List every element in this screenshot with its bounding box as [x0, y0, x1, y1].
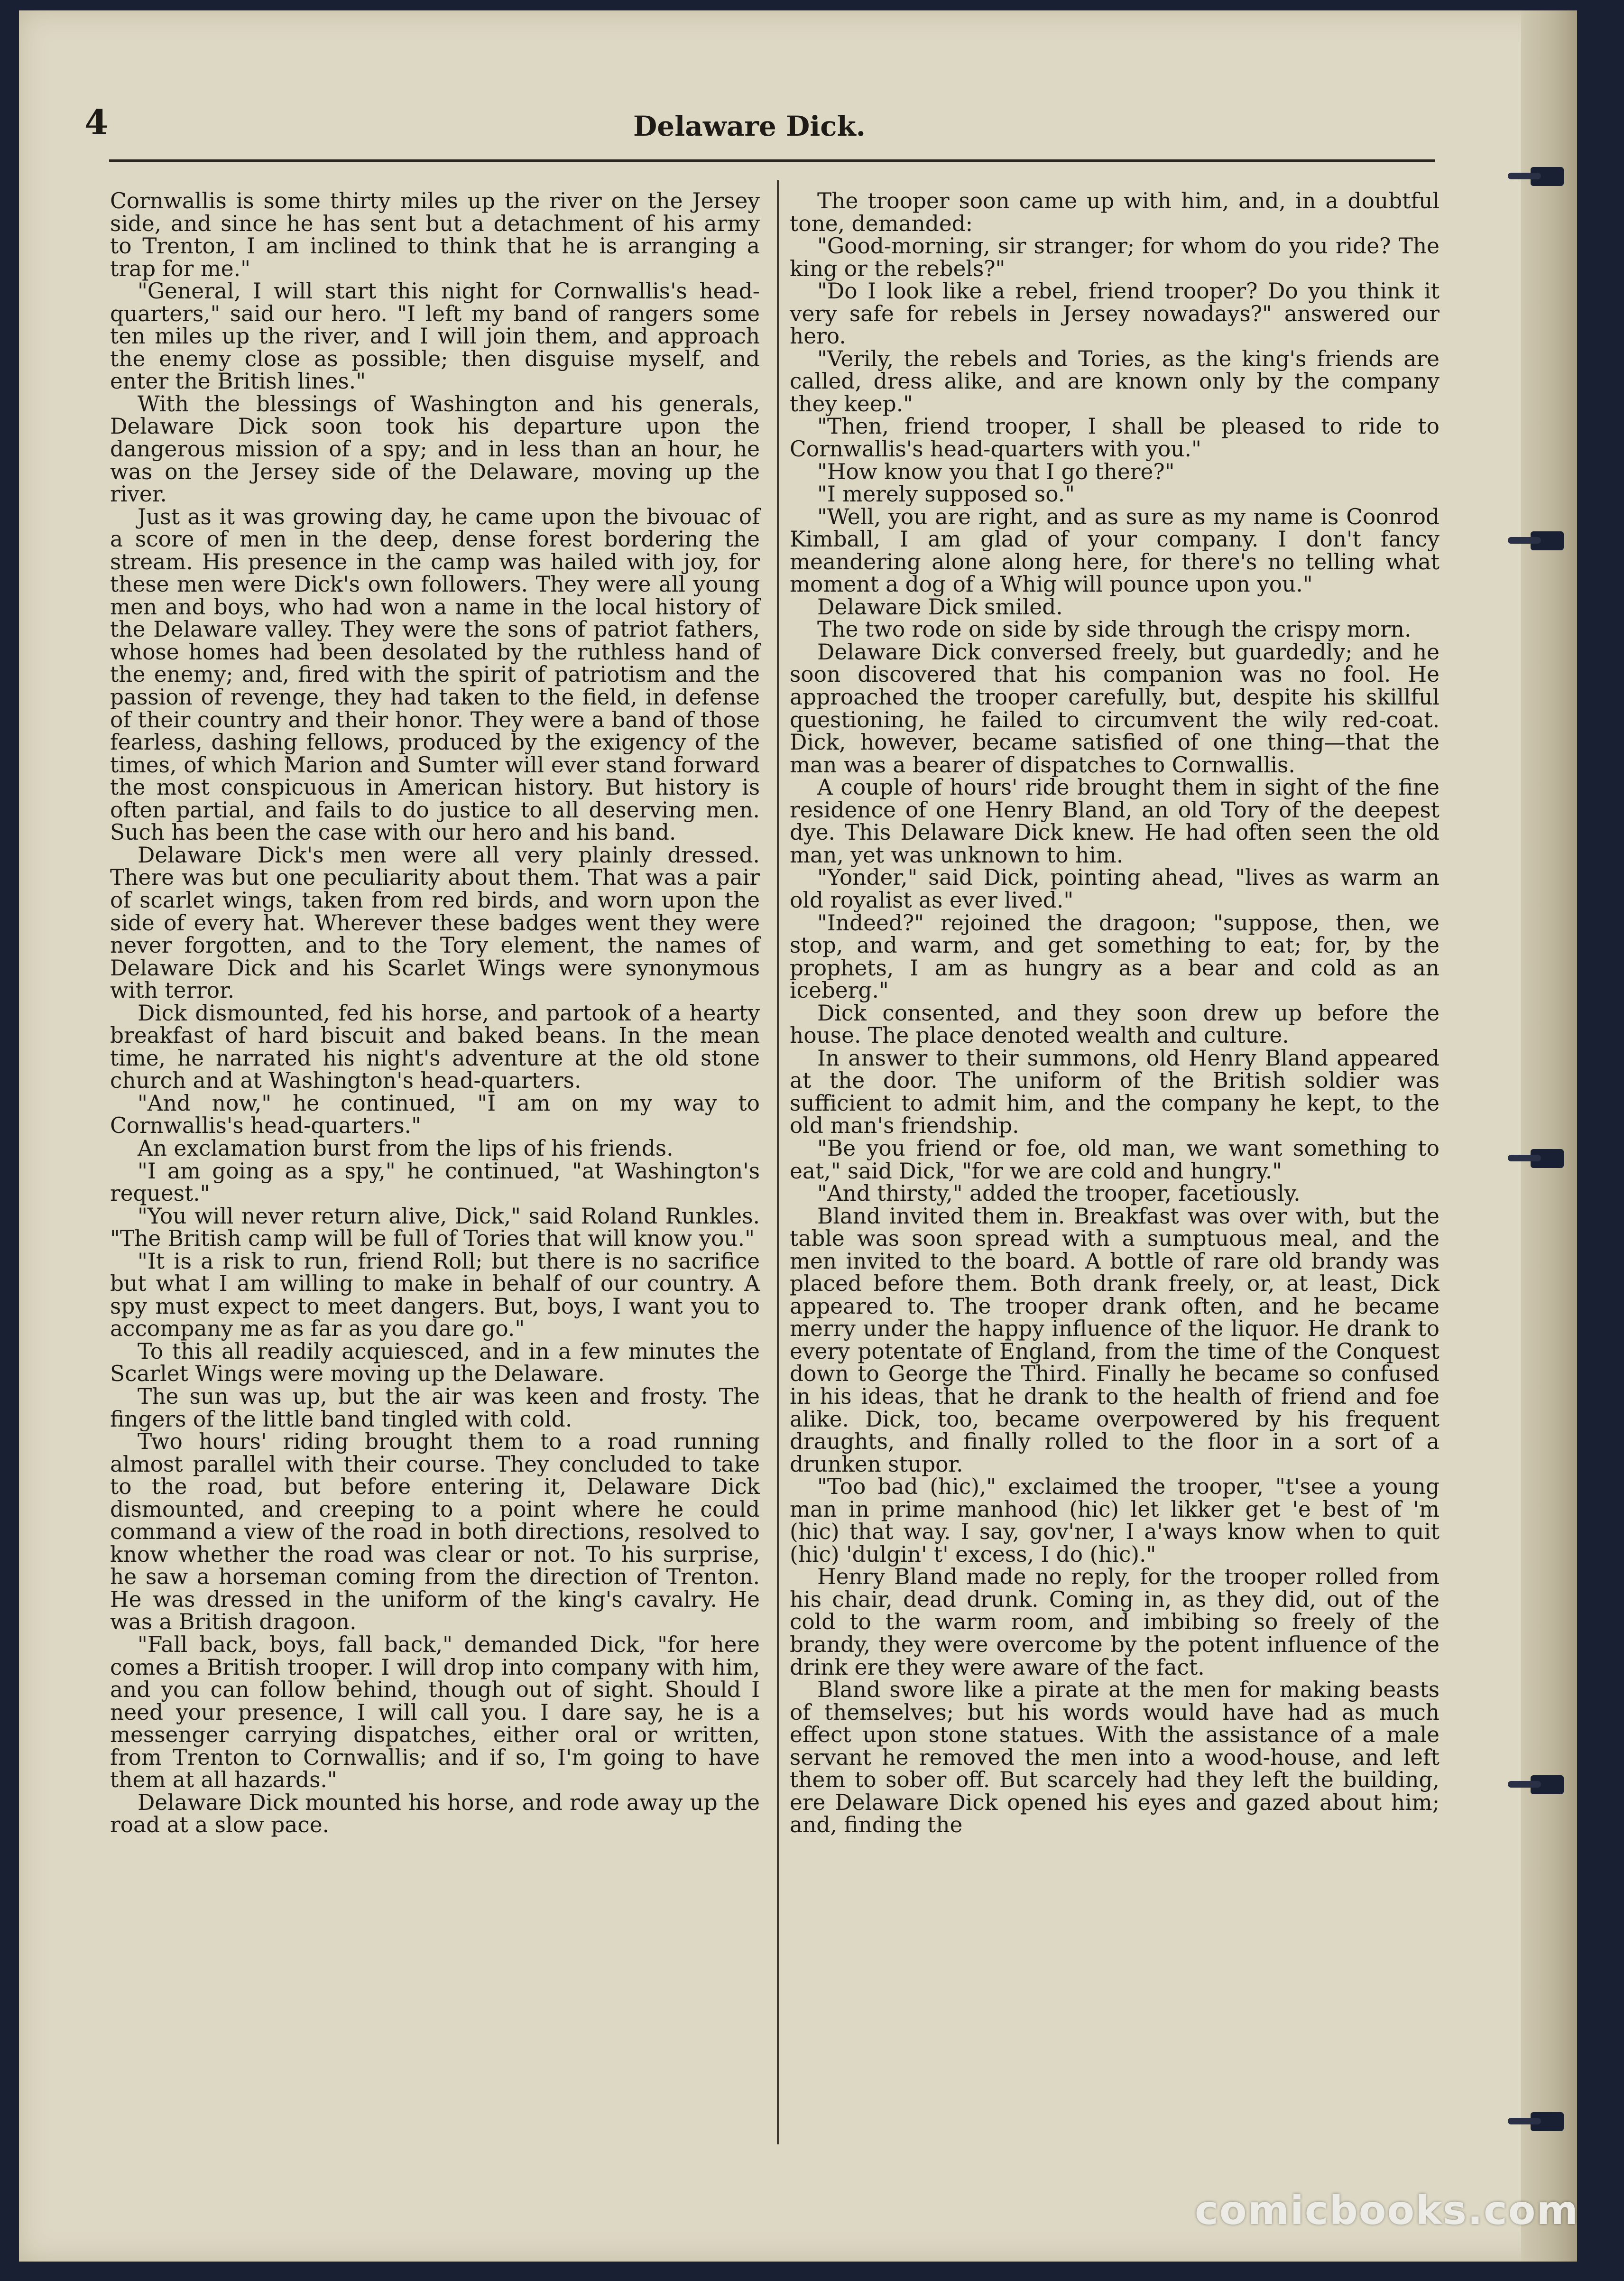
paragraph: Bland invited them in. Breakfast was over with, but the table was soon spread with a sumptuous meal, and the men invited to the board. A bottle of rare old brandy was placed before them. Both drank freely, or, at least, Dick appeared to. The trooper drank often, and he became merry under the happy influence of the liquor. He drank to every potentate of England, from the time of the Conquest down to George the Third. Finally he became so confused in his ideas, that he drank to the health of friend and foe alike. Dick, too, became overpowered by his frequent draughts, and finally rolled to the floor in a sort of a drunken stupor.	[790, 1203, 1439, 1477]
staple-hole	[1531, 531, 1564, 550]
page-number: 4	[84, 102, 109, 142]
paragraph: Delaware Dick conversed freely, but guardedly; and he soon discovered that his companion was no fool. He approached the trooper carefully, but, despite his skillful questioning, he failed to circumvent the wily red-coat. Dick, however, became satisfied of one thing—that the man was a bearer of dispatches to Cornwallis.	[790, 639, 1439, 778]
paragraph: Dick dismounted, fed his horse, and partook of a hearty breakfast of hard biscuit and baked beans. In the mean time, he narrated his night's adventure at the old stone church and at Washington's head-quarters.	[110, 1000, 760, 1094]
site-watermark: comicbooks.com	[1195, 2187, 1579, 2234]
paragraph: "Verily, the rebels and Tories, as the king's friends are called, dress alike, and are known only by the company they keep."	[790, 346, 1439, 417]
paragraph: The two rode on side by side through the crispy morn.	[817, 617, 1412, 642]
paragraph: The trooper soon came up with him, and, in a doubtful tone, demanded:	[790, 188, 1439, 236]
paragraph: An exclamation burst from the lips of his friends.	[138, 1135, 674, 1161]
paragraph: Bland swore like a pirate at the men for making beasts of themselves; but his words would have had as much effect upon stone statues. With the assistance of a male servant he removed the men into a wood-house, and left them to sober off. But scarcely had they left the building, ere Delaware Dick opened his eyes and gazed about him; and, finding the	[790, 1677, 1439, 1838]
paragraph: "Then, friend trooper, I shall be pleased to ride to Cornwallis's head-quarters with you."	[790, 414, 1439, 462]
paragraph: In answer to their summons, old Henry Bland appeared at the door. The uniform of the British soldier was sufficient to admit him, and the company he kept, to the old man's friendship.	[790, 1045, 1439, 1139]
paragraph: To this all readily acquiesced, and in a few minutes the Scarlet Wings were moving up the Delaware.	[110, 1338, 760, 1387]
paragraph: "How know you that I go there?"	[817, 459, 1175, 484]
paragraph: A couple of hours' ride brought them in sight of the fine residence of one Henry Bland, an old Tory of the deepest dye. This Delaware Dick knew. He had often seen the old man, yet was unknown to him.	[790, 775, 1439, 868]
staple-hole	[1531, 2112, 1564, 2131]
paragraph: "Good-morning, sir stranger; for whom do you ride? The king or the rebels?"	[790, 233, 1439, 281]
paragraph: "General, I will start this night for Cornwallis's head-quarters," said our hero. "I left my band of rangers some ten miles up the river, and I will join them, and approach the enemy close as possible; then disguise myself, and enter the British lines."	[110, 278, 760, 394]
paragraph: "Well, you are right, and as sure as my name is Coonrod Kimball, I am glad of your company. I don't fancy meandering alone along here, for there's no telling what moment a dog of a Whig will pounce upon you."	[790, 504, 1439, 597]
paragraph: "Yonder," said Dick, pointing ahead, "lives as warm an old royalist as ever lived."	[790, 865, 1439, 913]
paragraph: Henry Bland made no reply, for the trooper rolled from his chair, dead drunk. Coming in, as they did, out of the cold to the warm room, and imbibing so freely of the brandy, they were overcome by the potent influence of the drink ere they were aware of the fact.	[790, 1564, 1439, 1680]
paragraph: "Do I look like a rebel, friend trooper? Do you think it very safe for rebels in Jersey nowadays?" answered our hero.	[790, 278, 1439, 349]
staple-hole	[1531, 1775, 1564, 1794]
running-head-title: Delaware Dick.	[633, 110, 866, 142]
paragraph: Delaware Dick mounted his horse, and rode away up the road at a slow pace.	[110, 1790, 760, 1838]
paragraph: Delaware Dick smiled.	[817, 594, 1063, 620]
paragraph: Two hours' riding brought them to a road running almost parallel with their course. They concluded to take to the road, but before entering it, Delaware Dick dismounted, and creeping to a point where he could command a view of the road in both directions, resolved to know whether the road was clear or not. To his surprise, he saw a horseman coming from the direction of Trenton. He was dressed in the uniform of the king's cavalry. He was a British dragoon.	[110, 1429, 760, 1635]
binding-spine	[1521, 10, 1577, 2262]
paragraph: Dick consented, and they soon drew up before the house. The place denoted wealth and culture.	[790, 1000, 1439, 1048]
paragraph: "It is a risk to run, friend Roll; but there is no sacrifice but what I am willing to make in behalf of our country. A spy must expect to meet dangers. But, boys, I want you to accompany me as far as you dare go."	[110, 1248, 760, 1342]
staple-hole	[1531, 1149, 1564, 1168]
paragraph: "You will never return alive, Dick," said Roland Runkles. "The British camp will be full of Tories that will know you."	[110, 1203, 760, 1252]
staple-hole	[1531, 167, 1564, 186]
paragraph: "Fall back, boys, fall back," demanded Dick, "for here comes a British trooper. I will drop into company with him, and you can follow behind, though out of sight. Should I need your presence, I will call you. I dare say, he is a messenger carrying dispatches, either oral or written, from Trenton to Cornwallis; and if so, I'm going to have them at all hazards."	[110, 1632, 760, 1793]
paragraph: With the blessings of Washington and his generals, Delaware Dick soon took his departure upon the dangerous mission of a spy; and in less than an hour, he was on the Jersey side of the Delaware, moving up the river.	[110, 391, 760, 507]
paragraph: Delaware Dick's men were all very plainly dressed. There was but one peculiarity about them. That was a pair of scarlet wings, taken from red birds, and worn upon the side of every hat. Wherever these badges went they were never forgotten, and to the Tory element, the names of Delaware Dick and his Scarlet Wings were synonymous with terror.	[110, 842, 760, 1003]
paragraph: "And thirsty," added the trooper, facetiously.	[817, 1181, 1301, 1206]
header-rule	[109, 159, 1435, 162]
paragraph: "And now," he continued, "I am on my way to Cornwallis's head-quarters."	[110, 1090, 760, 1139]
paragraph: "Be you friend or foe, old man, we want something to eat," said Dick, "for we are cold and hungry."	[790, 1135, 1439, 1184]
paragraph: "I am going as a spy," he continued, "at Washington's request."	[110, 1158, 760, 1206]
paragraph: Just as it was growing day, he came upon the bivouac of a score of men in the deep, dense forest bordering the stream. His presence in the camp was hailed with joy, for these men were Dick's own followers. They were all young men and boys, who had won a name in the local history of the Delaware valley. They were the sons of patriot fathers, whose homes had been desolated by the ruthless hand of the enemy; and, fired with the spirit of patriotism and the passion of revenge, they had taken to the field, in defense of their country and their honor. They were a band of those fearless, dashing fellows, produced by the exigency of the times, of which Marion and Sumter will ever stand forward the most conspicuous in American history. But history is often partial, and fails to do justice to all deserving men. Such has been the case with our hero and his band.	[110, 504, 760, 845]
paragraph: The sun was up, but the air was keen and frosty. The fingers of the little band tingled with cold.	[110, 1383, 760, 1432]
paragraph: Cornwallis is some thirty miles up the river on the Jersey side, and since he has sent but a detachment of his army to Trenton, I am inclined to think that he is arranging a trap for me."	[110, 188, 760, 281]
right-text-column	[790, 190, 1439, 1836]
paragraph: "Too bad (hic)," exclaimed the trooper, "t'see a young man in prime manhood (hic) let likker get 'e best of 'm (hic) that way. I say, gov'ner, I a'ways know when to quit (hic) 'dulgin' t' excess, I do (hic)."	[790, 1474, 1439, 1567]
paragraph: "Indeed?" rejoined the dragoon; "suppose, then, we stop, and warm, and get something to eat; for, by the prophets, I am as hungry as a bear and cold as an iceberg."	[790, 910, 1439, 1003]
paragraph: "I merely supposed so."	[817, 482, 1075, 507]
column-divider	[777, 180, 779, 2144]
left-text-column	[110, 190, 760, 1836]
